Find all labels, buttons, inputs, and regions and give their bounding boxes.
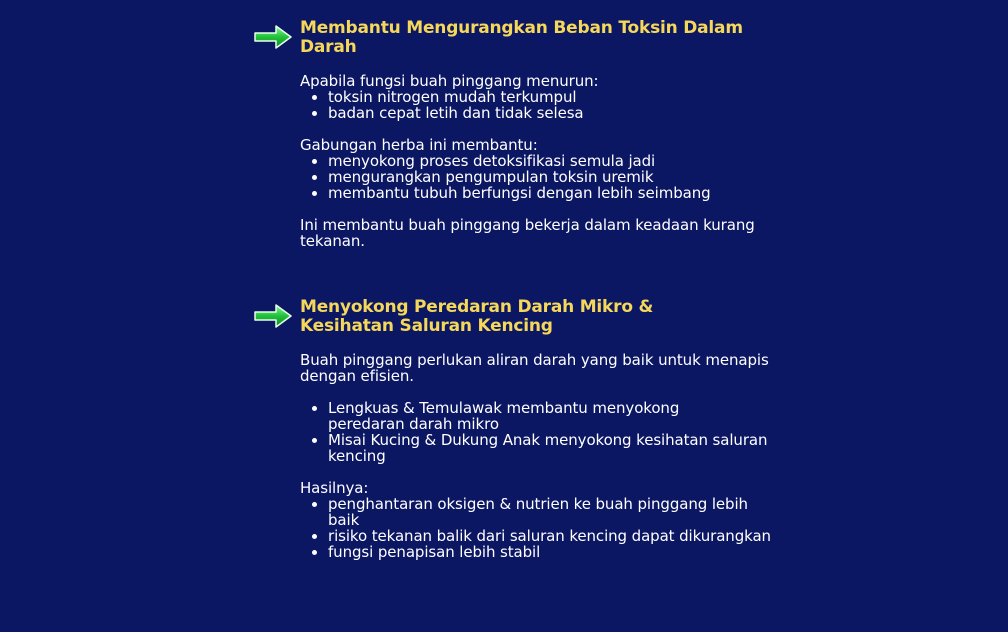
- intro-text: Hasilnya:: [300, 479, 369, 497]
- arrow-right-icon: [254, 304, 292, 328]
- bullet-list: [300, 496, 774, 560]
- section-title: Menyokong Peredaran Darah Mikro & Kesihatan Saluran Kencing: [300, 297, 654, 336]
- bullet-list: [300, 153, 774, 201]
- list-item: • Misai Kucing & Dukung Anak menyokong kesihatan saluran kencing: [328, 432, 774, 464]
- list-item: • menyokong proses detoksifikasi semula jadi: [328, 153, 774, 169]
- section-circulation: [254, 298, 774, 560]
- section-body: [254, 73, 774, 249]
- section-body: [254, 352, 774, 560]
- intro-text: Buah pinggang perlukan aliran darah yang baik untuk menapis dengan efisien.: [300, 351, 769, 385]
- intro-text: Apabila fungsi buah pinggang menurun:: [300, 72, 599, 90]
- list-item: • fungsi penapisan lebih stabil: [328, 544, 774, 560]
- section-toxin: [254, 19, 774, 249]
- list-item: • membantu tubuh berfungsi dengan lebih seimbang: [328, 185, 718, 201]
- closing-text: Ini membantu buah pinggang bekerja dalam keadaan kurang tekanan.: [300, 216, 755, 250]
- section-title: Membantu Mengurangkan Beban Toksin Dalam Darah: [300, 18, 743, 57]
- section-heading-row: [254, 298, 774, 336]
- list-item: • badan cepat letih dan tidak selesa: [328, 105, 774, 121]
- list-item: • risiko tekanan balik dari saluran kencing dapat dikurangkan: [328, 528, 774, 544]
- arrow-right-icon: [254, 25, 292, 49]
- list-item: • penghantaran oksigen & nutrien ke buah pinggang lebih baik: [328, 496, 774, 528]
- bullet-list: [300, 400, 774, 464]
- intro-text: Gabungan herba ini membantu:: [300, 136, 538, 154]
- list-item: • Lengkuas & Temulawak membantu menyokong peredaran darah mikro: [328, 400, 748, 432]
- list-item: • toksin nitrogen mudah terkumpul: [328, 89, 774, 105]
- bullet-list: [300, 89, 774, 121]
- section-heading-row: [254, 19, 774, 57]
- list-item: • mengurangkan pengumpulan toksin uremik: [328, 169, 774, 185]
